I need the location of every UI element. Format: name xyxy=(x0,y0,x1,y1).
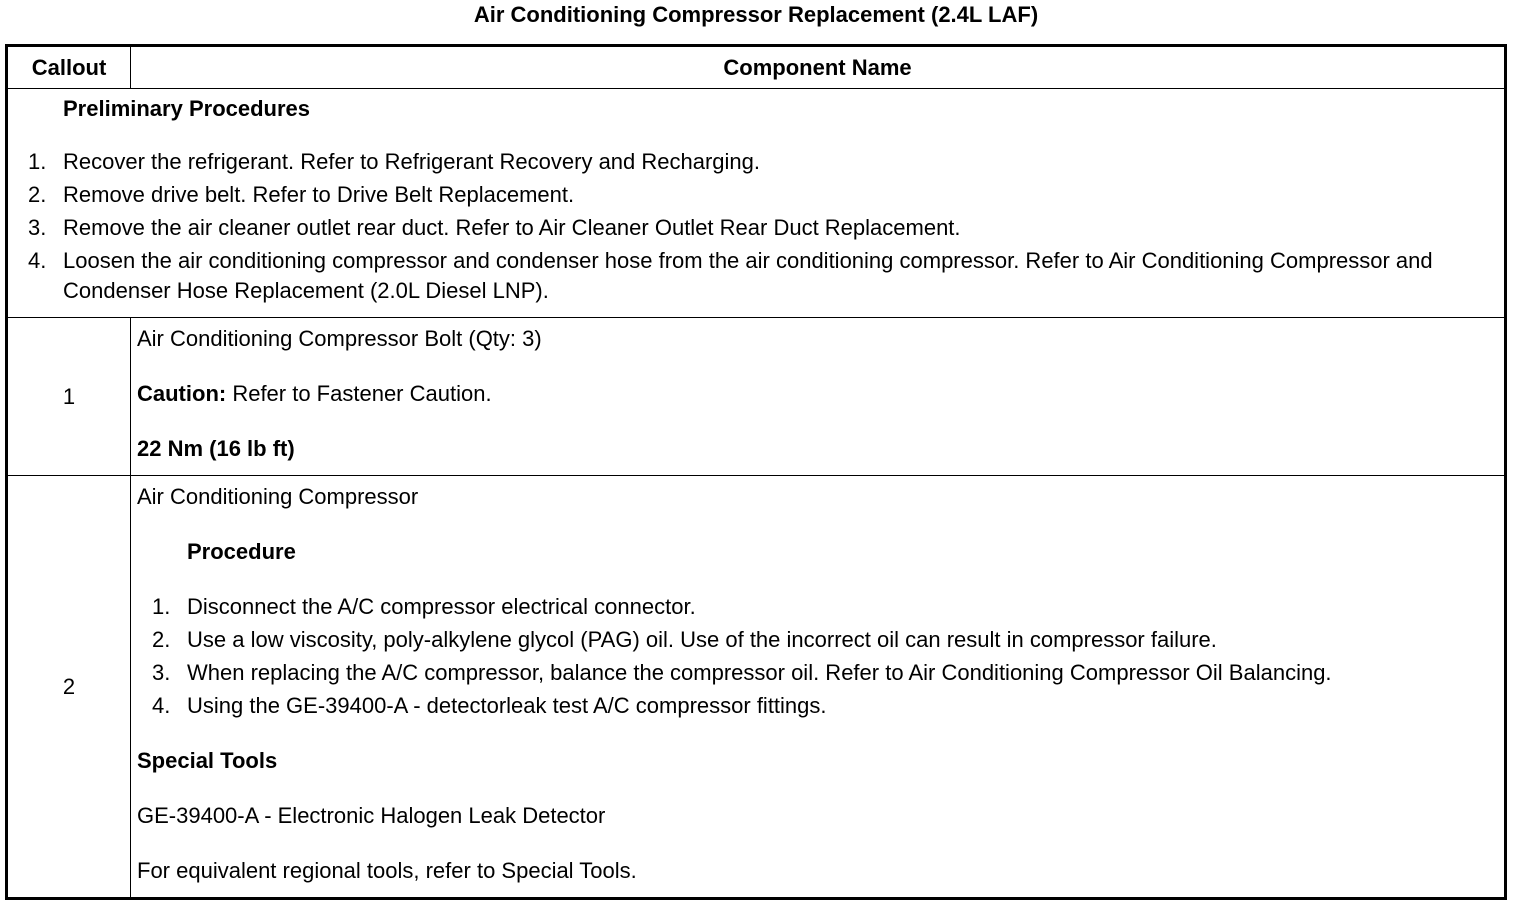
preliminary-heading: Preliminary Procedures xyxy=(63,96,311,121)
table-header-row xyxy=(7,46,1506,89)
table-row xyxy=(7,476,1506,899)
procedure-table xyxy=(5,44,1507,900)
step-number: 1. xyxy=(152,594,171,619)
regional-tools-note: For equivalent regional tools, refer to Special Tools. xyxy=(137,858,637,883)
special-tools-heading: Special Tools xyxy=(137,748,278,773)
preliminary-steps-list xyxy=(8,147,1504,306)
step-text: Loosen the air conditioning compressor and condenser hose from the air conditioning compressor. Refer to Air Conditioning Compressor and Condenser Hose Replacement (2.0L Diesel LNP). xyxy=(63,248,1433,303)
step-number: 3. xyxy=(152,660,171,685)
component-name: Air Conditioning Compressor Bolt (Qty: 3) xyxy=(137,326,542,351)
preliminary-step xyxy=(8,147,1504,177)
preliminary-row xyxy=(7,89,1506,318)
step-text: When replacing the A/C compressor, balance the compressor oil. Refer to Air Conditioning Compressor Oil Balancing. xyxy=(187,660,1332,685)
preliminary-step xyxy=(8,213,1504,243)
procedure-step xyxy=(137,658,1494,688)
step-text: Using the GE-39400-A - detectorleak test A/C compressor fittings. xyxy=(187,693,827,718)
component-name-cell xyxy=(131,476,1506,899)
callout-cell: 1 xyxy=(7,318,131,476)
step-text: Disconnect the A/C compressor electrical connector. xyxy=(187,594,696,619)
preliminary-step xyxy=(8,180,1504,210)
step-number: 3. xyxy=(28,215,47,240)
step-text: Remove the air cleaner outlet rear duct. Refer to Air Cleaner Outlet Rear Duct Replacement. xyxy=(63,215,961,240)
caution-label: Caution: xyxy=(137,381,227,406)
step-number: 1. xyxy=(28,149,47,174)
preliminary-step xyxy=(8,246,1504,306)
special-tool-item: GE-39400-A - Electronic Halogen Leak Detector xyxy=(137,803,606,828)
step-number: 4. xyxy=(28,248,47,273)
step-number: 2. xyxy=(28,182,47,207)
step-text: Recover the refrigerant. Refer to Refrigerant Recovery and Recharging. xyxy=(63,149,761,174)
torque-spec: 22 Nm (16 lb ft) xyxy=(137,436,295,461)
step-text: Remove drive belt. Refer to Drive Belt Replacement. xyxy=(63,182,575,207)
callout-cell: 2 xyxy=(7,476,131,899)
procedure-step xyxy=(137,625,1494,655)
procedure-heading: Procedure xyxy=(187,539,296,564)
step-number: 4. xyxy=(152,693,171,718)
procedure-step xyxy=(137,592,1494,622)
header-component-name: Component Name xyxy=(131,46,1506,89)
table-row xyxy=(7,318,1506,476)
component-name: Air Conditioning Compressor xyxy=(137,484,419,509)
procedure-steps-list xyxy=(137,592,1494,721)
caution-line xyxy=(137,379,1494,409)
step-text: Use a low viscosity, poly-alkylene glycol (PAG) oil. Use of the incorrect oil can result in compressor failure. xyxy=(187,627,1217,652)
header-callout: Callout xyxy=(7,46,131,89)
component-name-cell xyxy=(131,318,1506,476)
document-title: Air Conditioning Compressor Replacement (2.4L LAF) xyxy=(473,2,1039,27)
procedure-step xyxy=(137,691,1494,721)
caution-text: Refer to Fastener Caution. xyxy=(226,381,492,406)
preliminary-cell xyxy=(7,89,1506,318)
step-number: 2. xyxy=(152,627,171,652)
